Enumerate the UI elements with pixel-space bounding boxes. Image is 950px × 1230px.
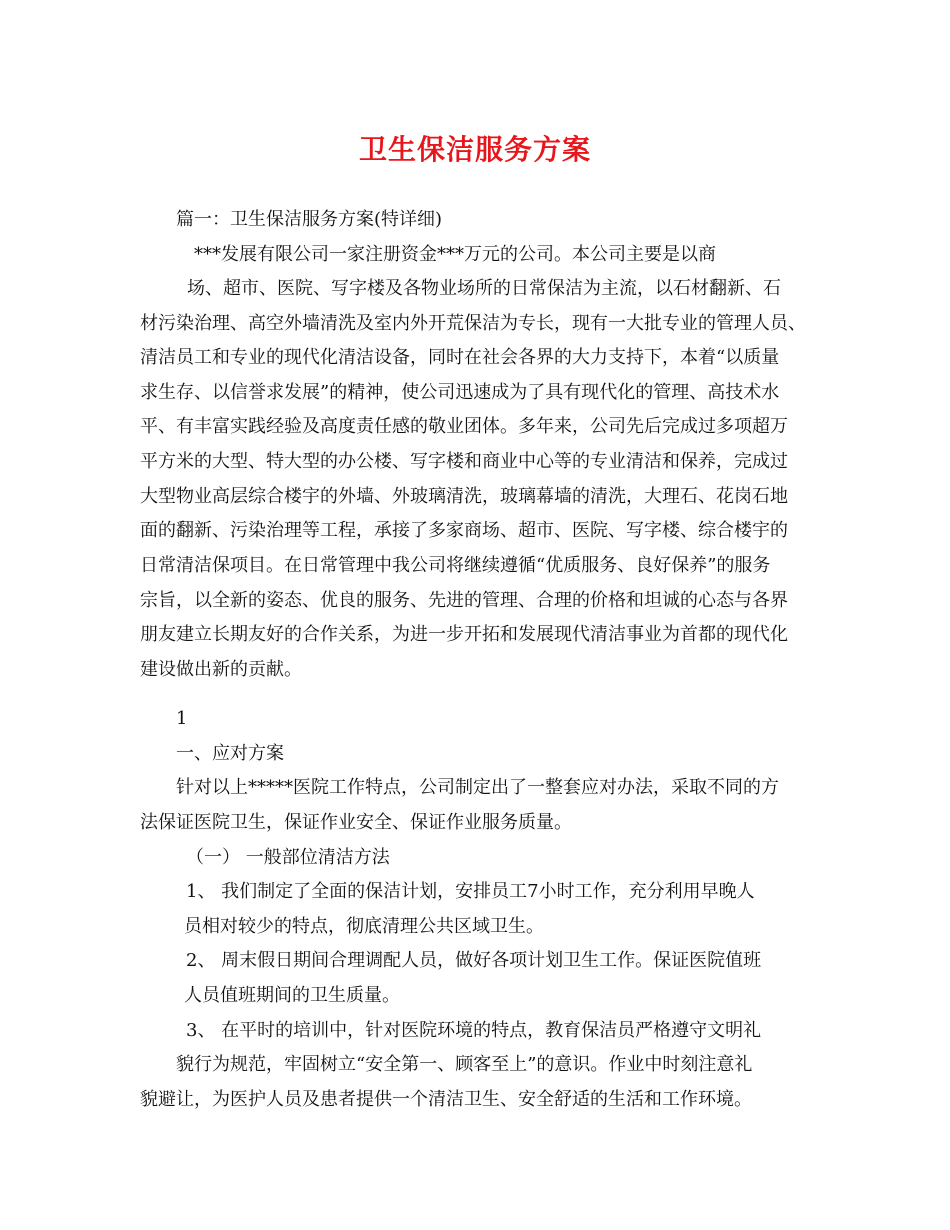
text-line: 材污染治理、高空外墙清洗及室内外开荒保洁为专长，现有一大批专业的管理人员、 [140,313,806,334]
text-line: 平、有丰富实践经验及高度责任感的敬业团体。多年来，公司先后完成过多项超万 [140,416,788,437]
list-item: 2、 周末假日期间合理调配人员，做好各项计划卫生工作。保证医院值班 [186,950,762,971]
list-item-continuation: 貌行为规范，牢固树立“安全第一、顾客至上”的意识。作业中时刻注意礼 [176,1054,753,1075]
text-line: 日常清洁保项目。在日常管理中我公司将继续遵循“优质服务、良好保养”的服务 [140,555,771,576]
text-line: 求生存、以信誉求发展”的精神，使公司迅速成为了具有现代化的管理、高技术水 [140,382,780,403]
text-line: 朋友建立长期友好的合作关系，为进一步开拓和发展现代清洁事业为首都的现代化 [140,624,788,645]
page-number: 1 [176,708,188,729]
text-line: 大型物业高层综合楼宇的外墙、外玻璃清洗，玻璃幕墙的清洗，大理石、花岗石地 [140,486,788,507]
text-line: 宗旨，以全新的姿态、优良的服务、先进的管理、合理的价格和坦诚的心态与各界 [140,590,788,611]
document-title: 卫生保洁服务方案 [358,133,591,166]
text-line: 法保证医院卫生，保证作业安全、保证作业服务质量。 [140,812,572,833]
list-item: 3、 在平时的培训中，针对医院环境的特点，教育保洁员严格遵守文明礼 [186,1020,762,1041]
list-item: 1、 我们制定了全面的保洁计划，安排员工7小时工作，充分利用早晚人 [186,881,755,902]
text-line: 平方米的大型、特大型的办公楼、写字楼和商业中心等的专业清洁和保养，完成过 [140,451,788,472]
text-line: ***发展有限公司一家注册资金***万元的公司。本公司主要是以商 [194,244,716,265]
text-line: 针对以上*****医院工作特点，公司制定出了一整套应对办法，采取不同的方 [176,777,779,798]
text-line: 建设做出新的贡献。 [140,659,302,680]
text-line: 面的翻新、污染治理等工程，承接了多家商场、超市、医院、写字楼、综合楼宇的 [140,520,788,541]
list-item-continuation: 员相对较少的特点，彻底清理公共区域卫生。 [184,916,544,937]
text-line: 场、超市、医院、写字楼及各物业场所的日常保洁为主流，以石材翻新、石 [187,278,781,299]
text-line: 清洁员工和专业的现代化清洁设备，同时在社会各界的大力支持下，本着“以质量 [140,347,780,368]
section-heading: 一、应对方案 [176,743,284,764]
list-item-continuation: 人员值班期间的卫生质量。 [184,985,400,1006]
list-item-continuation: 貌避让，为医护人员及患者提供一个清洁卫生、安全舒适的生活和工作环境。 [140,1089,752,1110]
text-line: 篇一：卫生保洁服务方案(特详细) [176,209,443,230]
subsection-heading: （一） 一般部位清洁方法 [186,847,390,868]
